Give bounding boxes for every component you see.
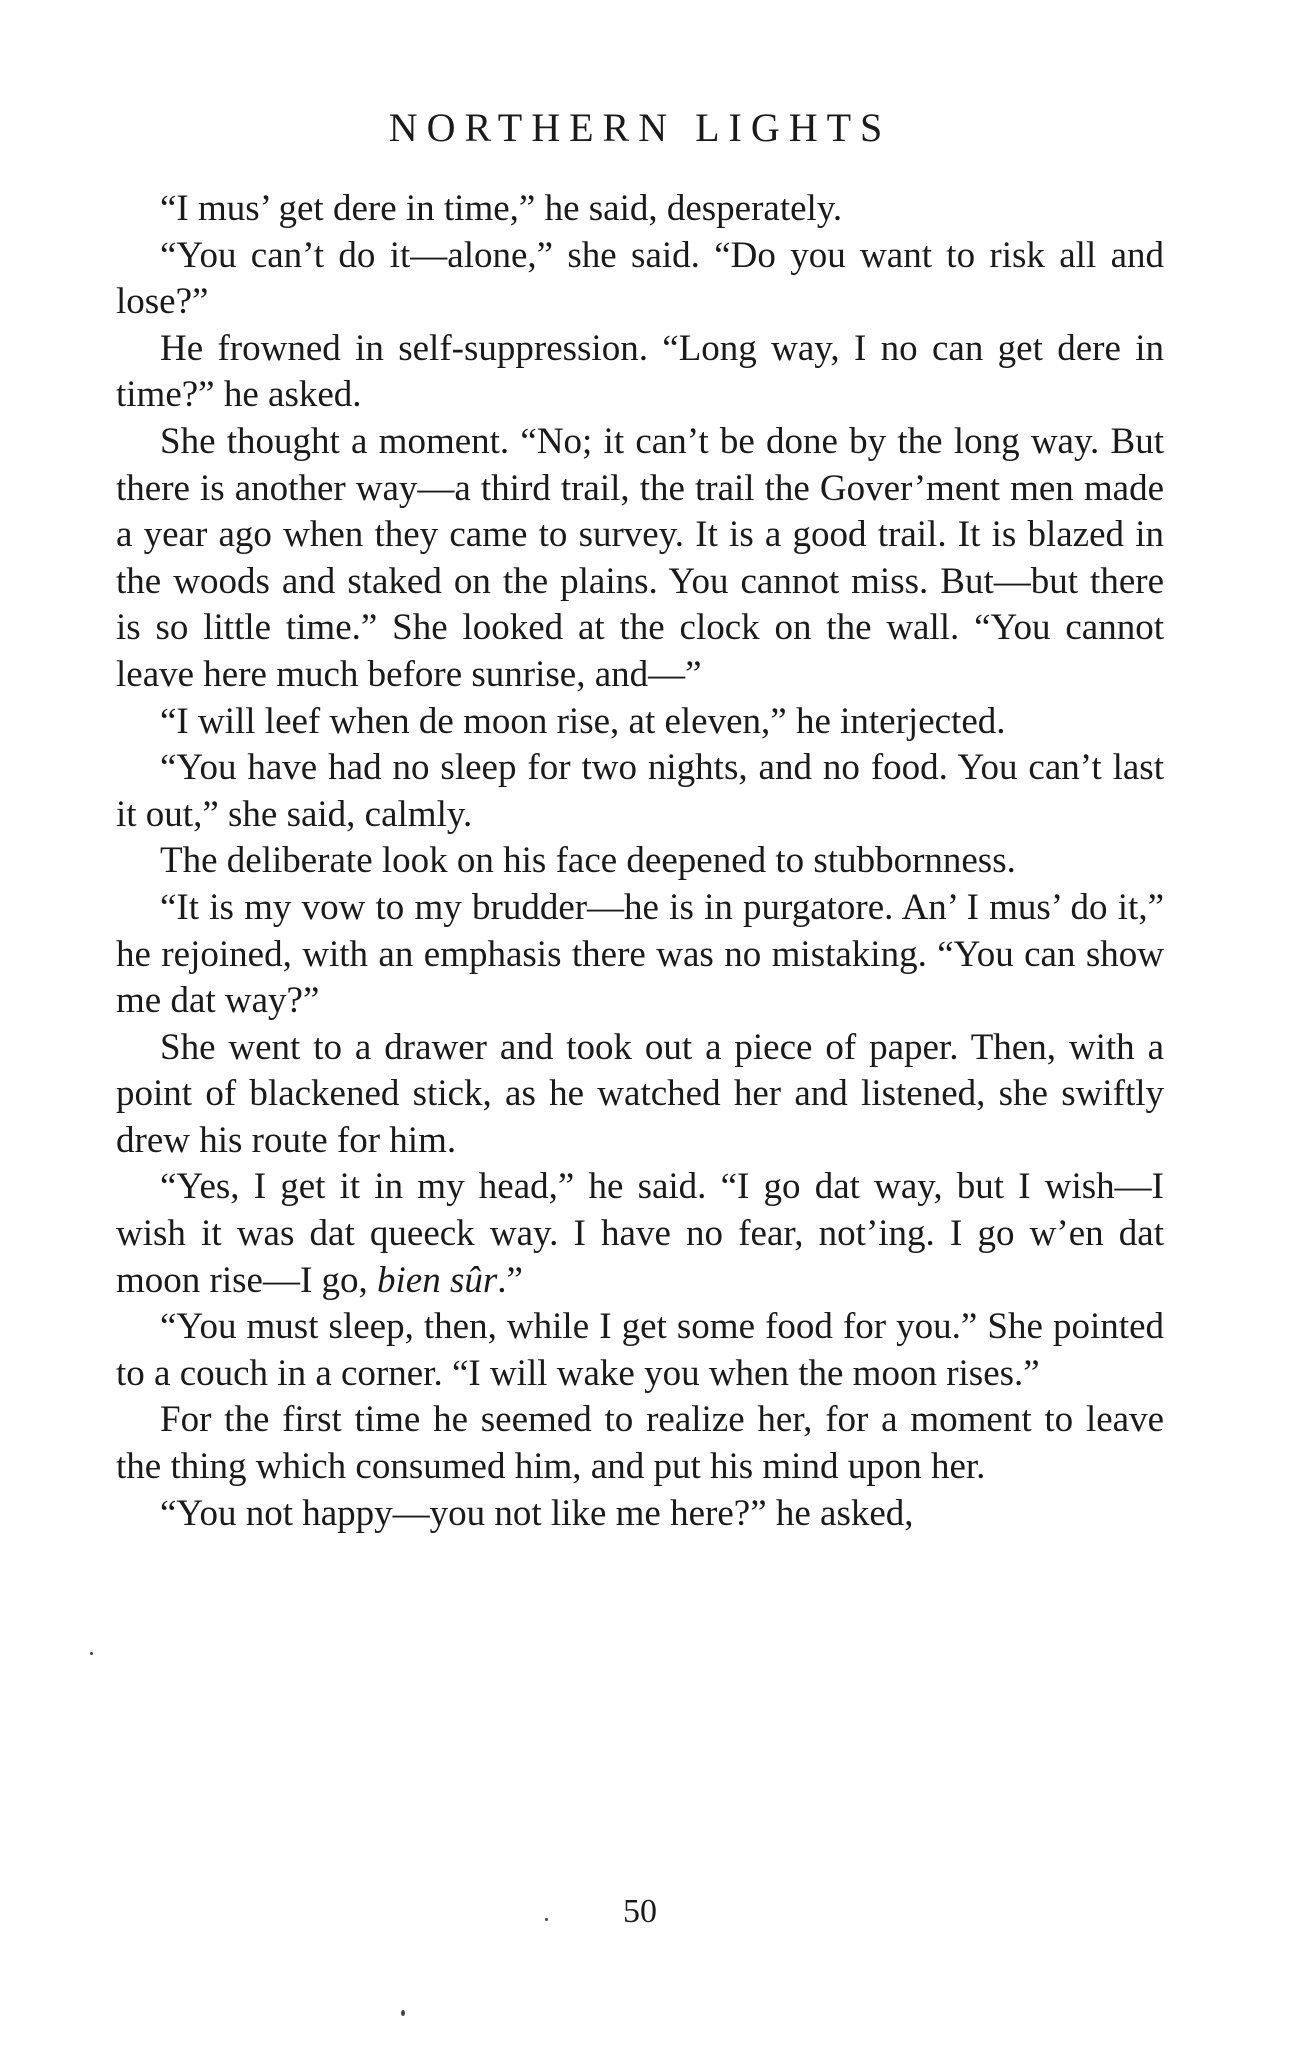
paragraph-13: “You not happy—you not like me here?” he asked, [160,1492,914,1534]
print-speck [90,1652,93,1655]
paragraph-11: “You must sleep, then, while I get some food for you.” She pointed to a couch in a corner. “I will wake you when the moon rises.” [116,1306,1164,1394]
print-speck [401,2010,405,2016]
paragraph-8: “It is my vow to my brudder—he is in purgatore. An’ I mus’ do it,” he rejoined, with an emphasis there was no mistaking. “You can show me dat way?” [116,886,1164,1022]
paragraph-5: “I will leef when de moon rise, at eleven,” he interjected. [160,700,1006,742]
paragraph-4: She thought a moment. “No; it can’t be done by the long way. But there is another way—a third trail, the trail the Gover’ment men made a year ago when they came to survey. It is a good trail. It is blazed in the woods and staked on the plains. You cannot miss. But—but there is so little time.” She looked at the clock on the wall. “You cannot leave here much before sunrise, and—” [116,420,1164,695]
paragraph-2: “You can’t do it—alone,” she said. “Do you want to risk all and lose?” [116,234,1164,323]
book-page [116,0,1164,2056]
paragraph-10: “Yes, I get it in my head,” he said. “I go dat way, but I wish—I wish it was dat queeck way. I have no fear, not’ing. I go w’en dat moon rise—I go, bien sûr.” [116,1166,1164,1301]
page-number: 50 [623,1893,657,1930]
paragraph-9: She went to a drawer and took out a piece of paper. Then, with a point of blackened stick, as he watched her and listened, she swiftly drew his route for him. [116,1026,1164,1161]
print-speck [545,1918,548,1921]
paragraph-3: He frowned in self-suppression. “Long way, I no can get dere in time?” he asked. [116,327,1164,416]
paragraph-6: “You have had no sleep for two nights, and no food. You can’t last it out,” she said, calmly. [116,747,1164,835]
paragraph-7: The deliberate look on his face deepened to stubbornness. [160,840,1016,882]
italic-phrase: bien sûr [377,1259,498,1301]
body-text [116,186,1164,1537]
running-head: NORTHERN LIGHTS [388,105,892,150]
paragraph-12: For the first time he seemed to realize her, for a moment to leave the thing which consumed him, and put his mind upon her. [116,1399,1164,1488]
paragraph-1: “I mus’ get dere in time,” he said, desperately. [160,188,843,229]
